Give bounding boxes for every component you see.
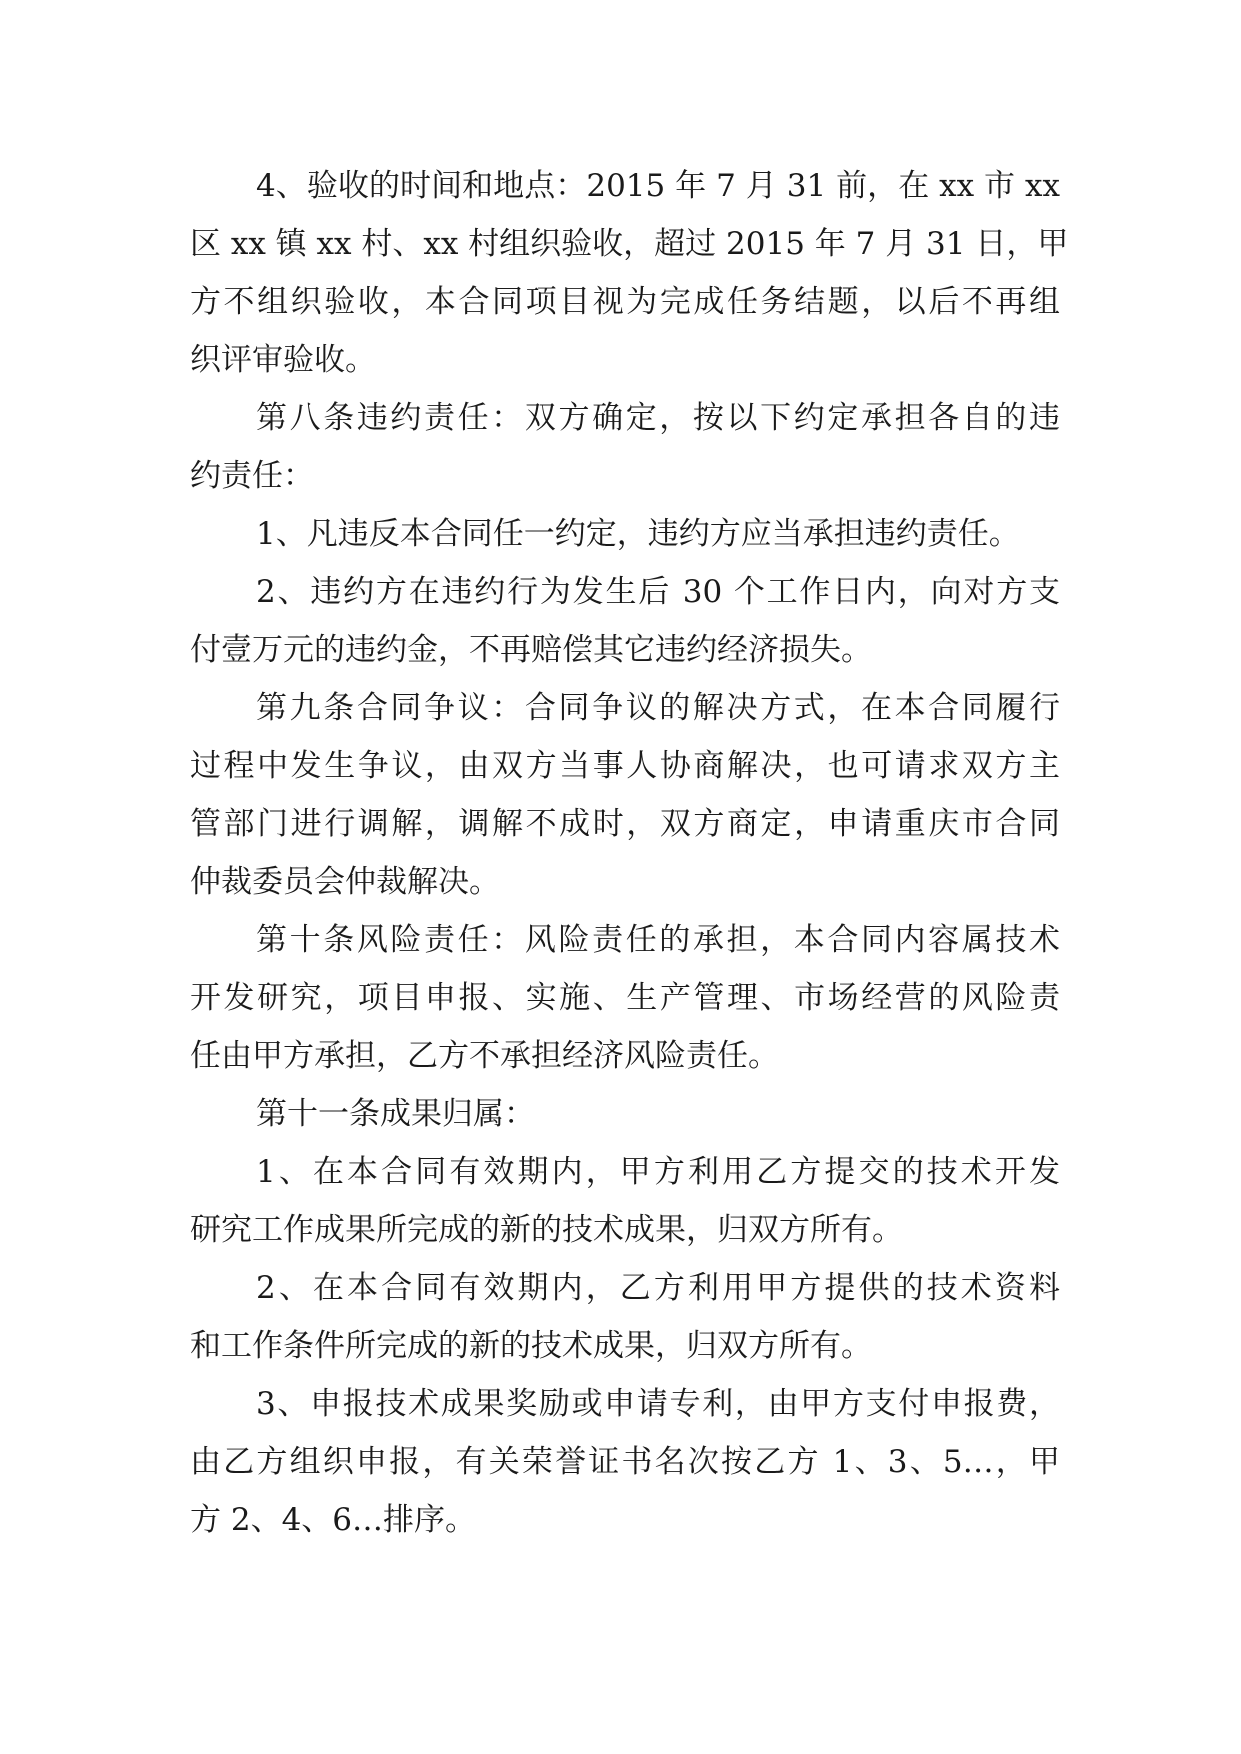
text-line: 开发研究，项目申报、实施、生产管理、市场经营的风险责 [190, 980, 1060, 1016]
text-line: 第九条合同争议：合同争议的解决方式，在本合同履行 [256, 690, 1060, 726]
text-line: 2、违约方在违约行为发生后 30 个工作日内，向对方支 [256, 574, 1060, 610]
text-line: 第十条风险责任：风险责任的承担，本合同内容属技术 [256, 922, 1060, 958]
text-line: 2、在本合同有效期内，乙方利用甲方提供的技术资料 [256, 1270, 1060, 1306]
text-line: 研究工作成果所完成的新的技术成果，归双方所有。 [190, 1212, 903, 1248]
text-line: 管部门进行调解，调解不成时，双方商定，申请重庆市合同 [190, 806, 1060, 842]
text-line: 方 2、4、6…排序。 [190, 1502, 477, 1538]
text-line: 织评审验收。 [190, 342, 376, 378]
text-line: 由乙方组织申报，有关荣誉证书名次按乙方 1、3、5…，甲 [190, 1444, 1060, 1480]
text-line: 1、凡违反本合同任一约定，违约方应当承担违约责任。 [256, 516, 1020, 552]
text-line: 付壹万元的违约金，不再赔偿其它违约经济损失。 [190, 632, 872, 668]
text-line: 第十一条成果归属： [256, 1096, 535, 1132]
text-line: 区 xx 镇 xx 村、xx 村组织验收，超过 2015 年 7 月 31 日，甲 [190, 226, 1069, 262]
text-line: 约责任： [190, 458, 314, 494]
text-line: 第八条违约责任：双方确定，按以下约定承担各自的违 [256, 400, 1060, 436]
text-line: 3、申报技术成果奖励或申请专利，由甲方支付申报费， [256, 1386, 1060, 1422]
text-line: 方不组织验收，本合同项目视为完成任务结题，以后不再组 [190, 284, 1060, 320]
text-line: 1、在本合同有效期内，甲方利用乙方提交的技术开发 [256, 1154, 1060, 1190]
text-line: 过程中发生争议，由双方当事人协商解决，也可请求双方主 [190, 748, 1060, 784]
text-line: 和工作条件所完成的新的技术成果，归双方所有。 [190, 1328, 872, 1364]
text-line: 任由甲方承担，乙方不承担经济风险责任。 [190, 1038, 779, 1074]
text-line: 仲裁委员会仲裁解决。 [190, 864, 500, 900]
text-line: 4、验收的时间和地点：2015 年 7 月 31 前，在 xx 市 xx [256, 168, 1060, 204]
